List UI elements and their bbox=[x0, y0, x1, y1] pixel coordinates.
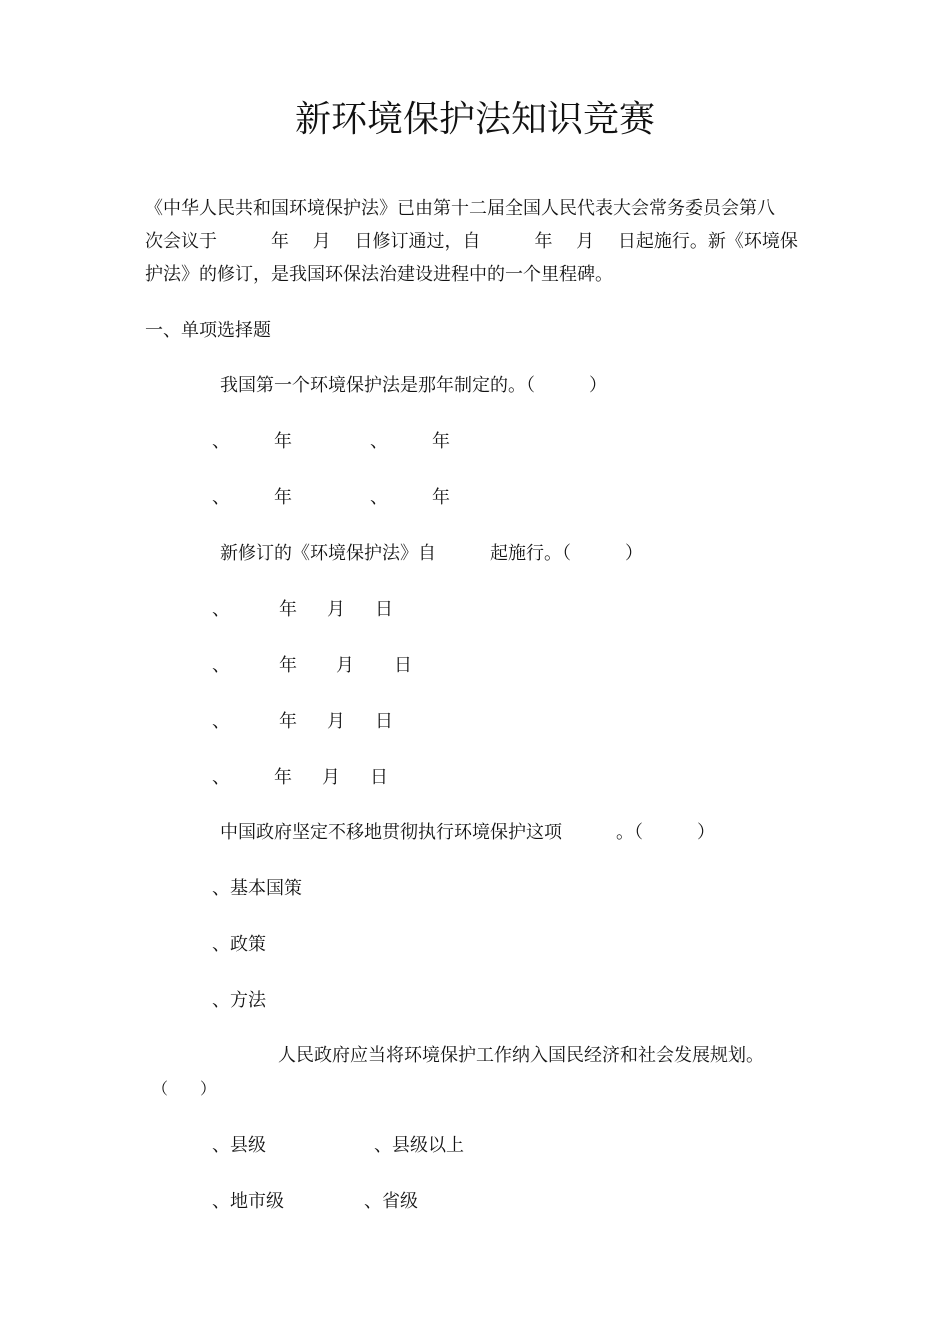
question-4-answer-blank: （ ） bbox=[152, 1079, 217, 1098]
question-1-stem: 我国第一个环境保护法是那年制定的。（ ） bbox=[220, 375, 607, 396]
intro-line-1: 《中华人民共和国环境保护法》已由第十二届全国人民代表大会常务委员会第八 bbox=[145, 198, 775, 219]
question-4-stem: 人民政府应当将环境保护工作纳入国民经济和社会发展规划。 bbox=[278, 1045, 764, 1066]
option-year: 年 bbox=[274, 487, 292, 508]
option-day: 日 bbox=[370, 767, 388, 788]
question-3-stem: 中国政府坚定不移地贯彻执行环境保护这项 。（ ） bbox=[220, 822, 715, 843]
option-text: 、县级 bbox=[212, 1135, 266, 1156]
option-month: 月 bbox=[327, 711, 345, 732]
option-marker: 、 bbox=[212, 431, 230, 452]
option-text: 、地市级 bbox=[212, 1191, 284, 1212]
section-heading: 一、单项选择题 bbox=[145, 320, 271, 341]
option-marker: 、 bbox=[212, 655, 230, 676]
intro-line-2: 次会议于 年 月 日修订通过，自 年 月 日起施行。新《环境保 bbox=[145, 231, 798, 252]
question-3-option-b: 、政策 bbox=[212, 934, 266, 955]
option-year: 年 bbox=[279, 655, 297, 676]
option-year: 年 bbox=[432, 431, 450, 452]
question-2-stem: 新修订的《环境保护法》自 起施行。（ ） bbox=[220, 543, 643, 564]
option-day: 日 bbox=[394, 655, 412, 676]
option-year: 年 bbox=[274, 431, 292, 452]
option-marker: 、 bbox=[212, 487, 230, 508]
option-month: 月 bbox=[327, 599, 345, 620]
option-month: 月 bbox=[322, 767, 340, 788]
option-text: 、县级以上 bbox=[374, 1135, 464, 1156]
option-year: 年 bbox=[274, 767, 292, 788]
option-month: 月 bbox=[336, 655, 354, 676]
intro-line-3: 护法》的修订，是我国环保法治建设进程中的一个里程碑。 bbox=[145, 264, 613, 285]
option-day: 日 bbox=[375, 599, 393, 620]
option-marker: 、 bbox=[212, 599, 230, 620]
option-year: 年 bbox=[279, 599, 297, 620]
question-3-option-a: 、基本国策 bbox=[212, 878, 302, 899]
option-text: 、省级 bbox=[364, 1191, 418, 1212]
option-marker: 、 bbox=[370, 487, 388, 508]
option-year: 年 bbox=[279, 711, 297, 732]
document-title: 新环境保护法知识竞赛 bbox=[294, 99, 655, 140]
option-marker: 、 bbox=[212, 711, 230, 732]
option-marker: 、 bbox=[370, 431, 388, 452]
option-day: 日 bbox=[375, 711, 393, 732]
option-marker: 、 bbox=[212, 767, 230, 788]
option-year: 年 bbox=[432, 487, 450, 508]
question-3-option-c: 、方法 bbox=[212, 990, 266, 1011]
